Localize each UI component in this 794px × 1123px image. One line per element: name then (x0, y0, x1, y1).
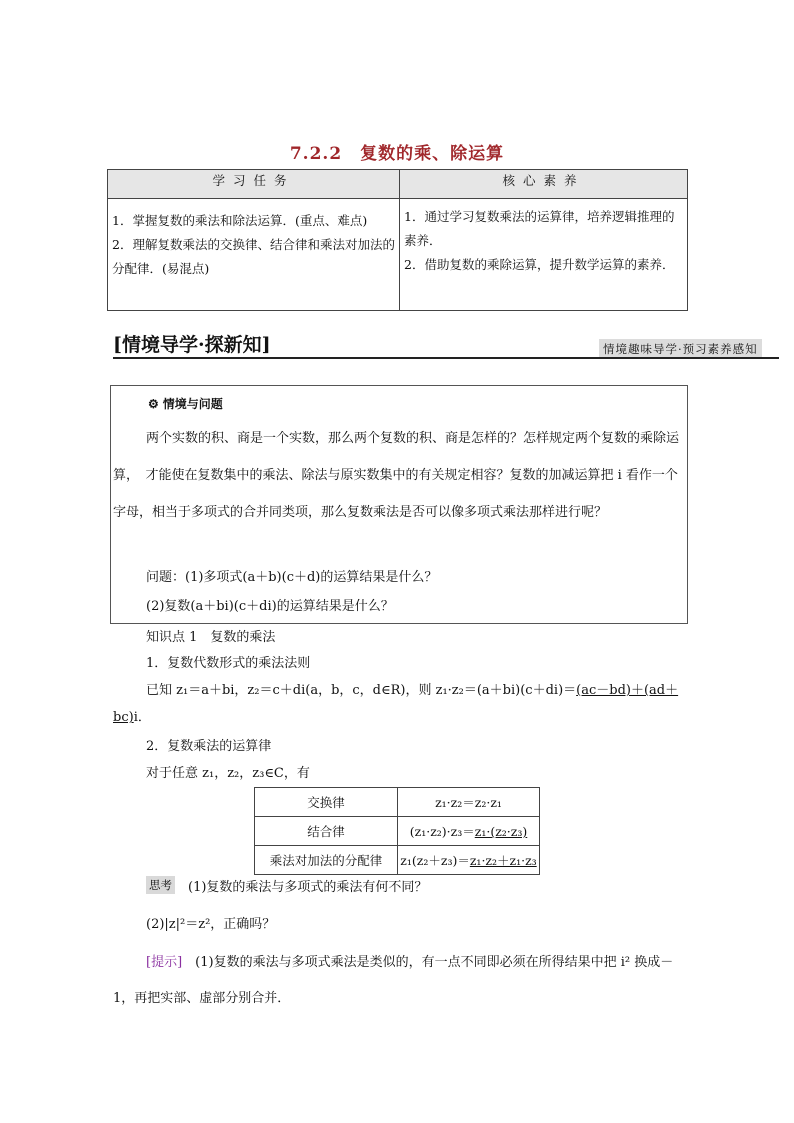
section-heading: [情境导学·探新知] (113, 334, 271, 356)
rule-text: 已知 z₁＝a＋bi，z₂＝c＋di(a，b，c，d∈R)，则 z₁·z₂＝(a＋bi)(c＋di)＝ (146, 683, 577, 698)
rule-answer: (ac－bd)＋(ad＋ (576, 683, 679, 698)
literacy-item: 2．借助复数的乘除运算，提升数学运算的素养． (404, 257, 675, 272)
rule-line (146, 679, 678, 698)
rule-line-2 (113, 706, 151, 725)
gear-icon: ⚙ (148, 396, 159, 411)
question-2: (2)复数(a＋bi)(c＋di)的运算结果是什么？ (146, 599, 394, 614)
page-title: 7.2.2 复数的乘、除运算 (289, 144, 505, 164)
law-formula: z₁(z₂＋z₃)＝z₁·z₂＋z₁·z₃ (398, 846, 540, 875)
law-name: 乘法对加法的分配律 (255, 846, 398, 875)
hint-text: (1)复数的乘法与多项式乘法是类似的，有一点不同即必须在所得结果中把 i² 换成－1，再把实部、虚部分别合并． (113, 955, 674, 1006)
literacy-item: 1．通过学习复数乘法的运算律，培养逻辑推理的素养． (404, 209, 675, 248)
laws-title: 2．复数乘法的运算律 (146, 739, 272, 754)
header-literacy: 核心素养 (400, 170, 688, 199)
scenario-paragraph: 两个实数的积、商是一个实数，那么两个复数的积、商是怎样的？怎样规定两个复数的乘除运算， 才能使在复数集中的乘法、除法与原实数集中的有关规定相容？复数的加减运算把 i 看作一个字母，相当于多项式的合并同类项，那么复数乘法是否可以像多项式乘法那样进行呢？ (113, 431, 680, 520)
tasks-table (107, 169, 688, 311)
hint-tag: [提示] (146, 955, 183, 970)
rule-end: i． (133, 710, 151, 725)
literacy-cell (400, 199, 688, 311)
hint-paragraph (113, 945, 683, 1017)
task-item: 2．理解复数乘法的交换律、结合律和乘法对加法的分配律．(易混点) (112, 237, 395, 276)
laws-table (254, 787, 540, 875)
think-question-2: (2)|z|²＝z²，正确吗？ (146, 917, 276, 932)
table-row (255, 817, 540, 846)
think-question-1: (1)复数的乘法与多项式的乘法有何不同？ (188, 880, 428, 895)
law-name: 结合律 (255, 817, 398, 846)
section-tag: 情境趣味导学·预习素养感知 (599, 339, 762, 359)
header-tasks: 学习任务 (108, 170, 400, 199)
rule-answer-cont: bc) (113, 710, 134, 725)
laws-intro: 对于任意 z₁，z₂，z₃∈C，有 (146, 766, 310, 781)
rule-title: 1．复数代数形式的乘法法则 (146, 656, 311, 671)
law-name: 交换律 (255, 788, 398, 817)
law-formula: z₁·z₂＝z₂·z₁ (398, 788, 540, 817)
section-divider (113, 357, 779, 359)
think-tag: 思考 (146, 876, 175, 894)
scenario-label-text: 情境与问题 (162, 397, 223, 411)
scenario-label (148, 395, 223, 412)
law-formula: (z₁·z₂)·z₃＝z₁·(z₂·z₃) (398, 817, 540, 846)
tasks-cell (108, 199, 400, 311)
knowledge-point: 知识点 1 复数的乘法 (146, 630, 276, 645)
table-row (255, 788, 540, 817)
task-item: 1．掌握复数的乘法和除法运算．(重点、难点) (112, 213, 368, 228)
question-1: 问题：(1)多项式(a＋b)(c＋d)的运算结果是什么？ (146, 570, 438, 585)
table-row (255, 846, 540, 875)
